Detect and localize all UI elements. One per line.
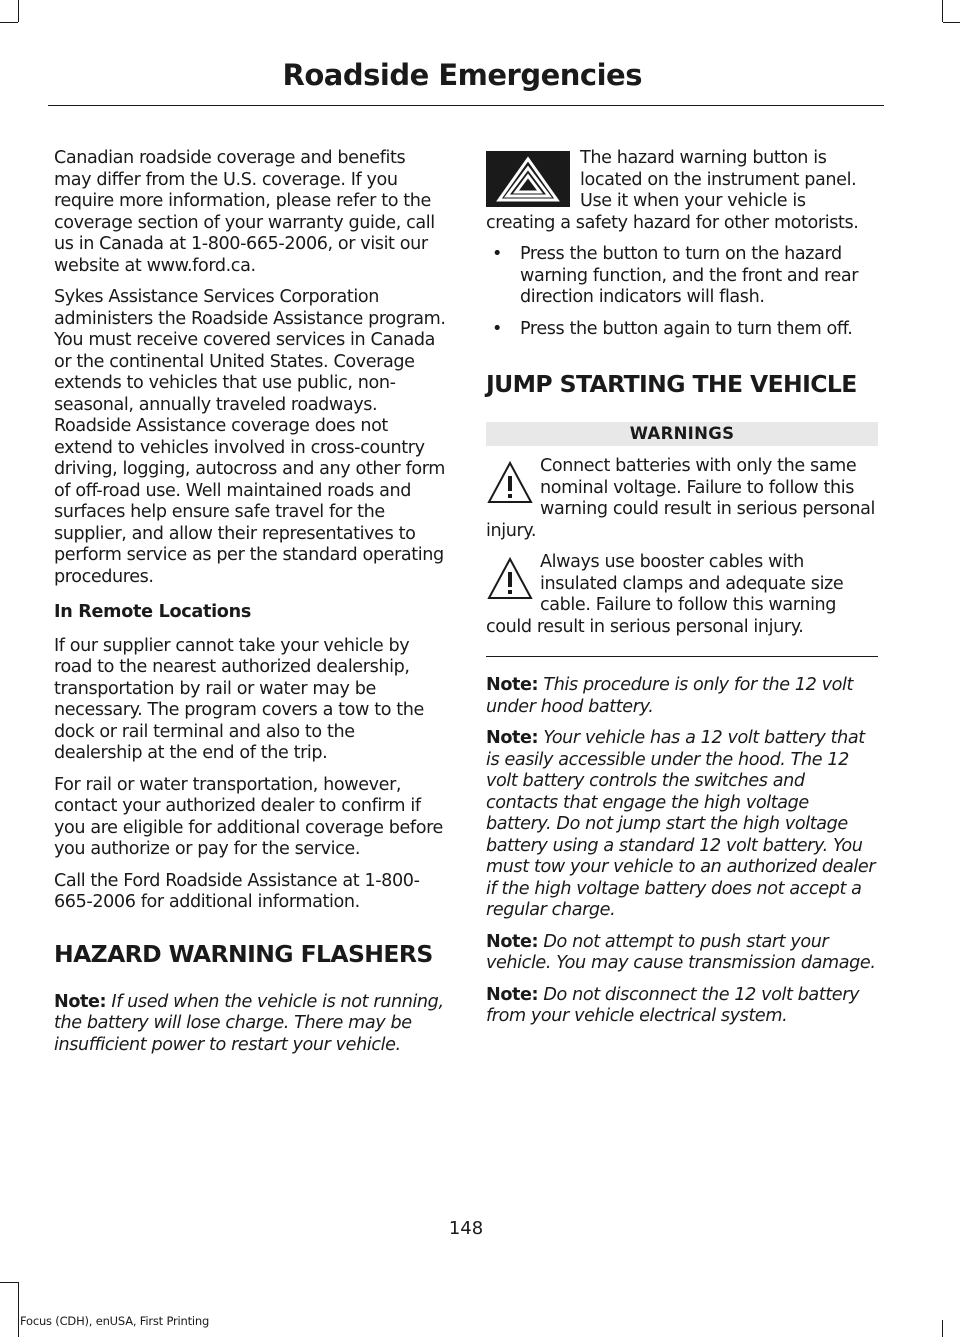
warning-triangle-icon bbox=[486, 459, 534, 507]
hazard-triangle-icon bbox=[486, 151, 570, 207]
page-number: 148 bbox=[448, 1218, 484, 1239]
note-label: Note: bbox=[486, 728, 539, 748]
bullet-glyph: • bbox=[492, 244, 502, 264]
note-text: This procedure is only for the 12 volt under hood battery. bbox=[486, 675, 854, 717]
list-item bbox=[486, 244, 878, 309]
heading-jump-starting: JUMP STARTING THE VEHICLE bbox=[486, 370, 857, 398]
crop-mark bbox=[18, 1282, 19, 1337]
paragraph-remote-transport: If our supplier cannot take your vehicle by road to the nearest authorized dealership, transportation by rail or water may be necessary. The program covers a tow to the dock or rail terminal and also to the dealership at the end of the trip. bbox=[54, 635, 424, 763]
warning-item bbox=[486, 552, 878, 638]
paragraph-sykes-assistance: Sykes Assistance Services Corporation administers the Roadside Assistance program. You must receive covered services in Canada or the continental United States. Coverage extends to vehicles that use public, non-seasonal, annually traveled roadways. Roadside Assistance coverage does not extend to vehicles involved in cross-country driving, logging, autocross and any other form of off-road use. Well maintained roads and surfaces help ensure safe travel for the supplier, and allow their representatives to perform service as per the standard operating procedures. bbox=[54, 287, 446, 587]
heading-hazard-warning-flashers: HAZARD WARNING FLASHERS bbox=[54, 939, 433, 968]
crop-mark bbox=[943, 22, 960, 23]
paragraph-canadian-coverage: Canadian roadside coverage and benefits may differ from the U.S. coverage. If you require more information, please refer to the coverage section of your warranty guide, call us in Canada at 1-800-665-2006, or visit our website at www.ford.ca. bbox=[54, 148, 435, 276]
note-text: If used when the vehicle is not running, the battery will lose charge. There may be insufficient power to restart your vehicle. bbox=[54, 991, 444, 1055]
crop-mark bbox=[18, 0, 19, 22]
note-label: Note: bbox=[486, 931, 539, 952]
paragraph-hazard-button: The hazard warning button is located on the instrument panel. Use it when your vehicle is creating a safety hazard for other motorists. bbox=[486, 148, 859, 233]
hazard-bullet-list bbox=[486, 244, 878, 340]
note-12v-battery bbox=[486, 728, 878, 922]
note-text: Do not attempt to push start your vehicle. You may cause transmission damage. bbox=[486, 931, 876, 973]
warning-text: Always use booster cables with insulated clamps and adequate size cable. Failure to follow this warning could result in serious personal injury. bbox=[486, 552, 844, 637]
note-12v-procedure bbox=[486, 675, 878, 718]
crop-mark bbox=[942, 1320, 943, 1337]
bullet-text: Press the button again to turn them off. bbox=[520, 318, 853, 339]
subheading-remote-locations: In Remote Locations bbox=[54, 602, 251, 622]
note-label: Note: bbox=[486, 984, 539, 1005]
header-rule bbox=[48, 105, 884, 106]
crop-mark bbox=[0, 1282, 18, 1283]
warning-item bbox=[486, 456, 878, 542]
note-text: Do not disconnect the 12 volt battery from your vehicle electrical system. bbox=[486, 984, 860, 1026]
note-text: Your vehicle has a 12 volt battery that is easily accessible under the hood. The 12 volt battery controls the switches and contacts that engage the high voltage battery. Do not jump start the high voltage battery using a standard 12 volt battery. You must tow your vehicle to an authorized dealer if the high voltage battery does not accept a regular charge. bbox=[486, 728, 876, 920]
crop-mark bbox=[942, 0, 943, 22]
left-column bbox=[54, 148, 446, 1066]
paragraph-rail-water: For rail or water transportation, however, contact your authorized dealer to confirm if you are eligible for additional coverage before you authorize or pay for the service. bbox=[54, 774, 443, 859]
note-hazard-battery bbox=[54, 992, 446, 1057]
page-title: Roadside Emergencies bbox=[282, 58, 642, 92]
paragraph-call-roadside: Call the Ford Roadside Assistance at 1-800-665-2006 for additional information. bbox=[54, 870, 420, 912]
list-item bbox=[486, 319, 878, 341]
note-disconnect bbox=[486, 985, 878, 1028]
bullet-text: Press the button to turn on the hazard warning function, and the front and rear direction indicators will flash. bbox=[520, 244, 859, 307]
warning-text: Connect batteries with only the same nominal voltage. Failure to follow this warning could result in serious personal injury. bbox=[486, 456, 876, 541]
bullet-glyph: • bbox=[492, 318, 502, 339]
warnings-divider bbox=[486, 656, 878, 657]
note-push-start bbox=[486, 932, 878, 975]
warning-triangle-icon bbox=[486, 555, 534, 603]
right-column bbox=[486, 148, 878, 1038]
warnings-header: WARNINGS bbox=[486, 422, 878, 446]
footer-text: Focus (CDH), enUSA, First Printing bbox=[20, 1314, 210, 1328]
note-label: Note: bbox=[486, 675, 539, 695]
crop-mark bbox=[0, 22, 18, 23]
note-label: Note: bbox=[54, 991, 107, 1012]
